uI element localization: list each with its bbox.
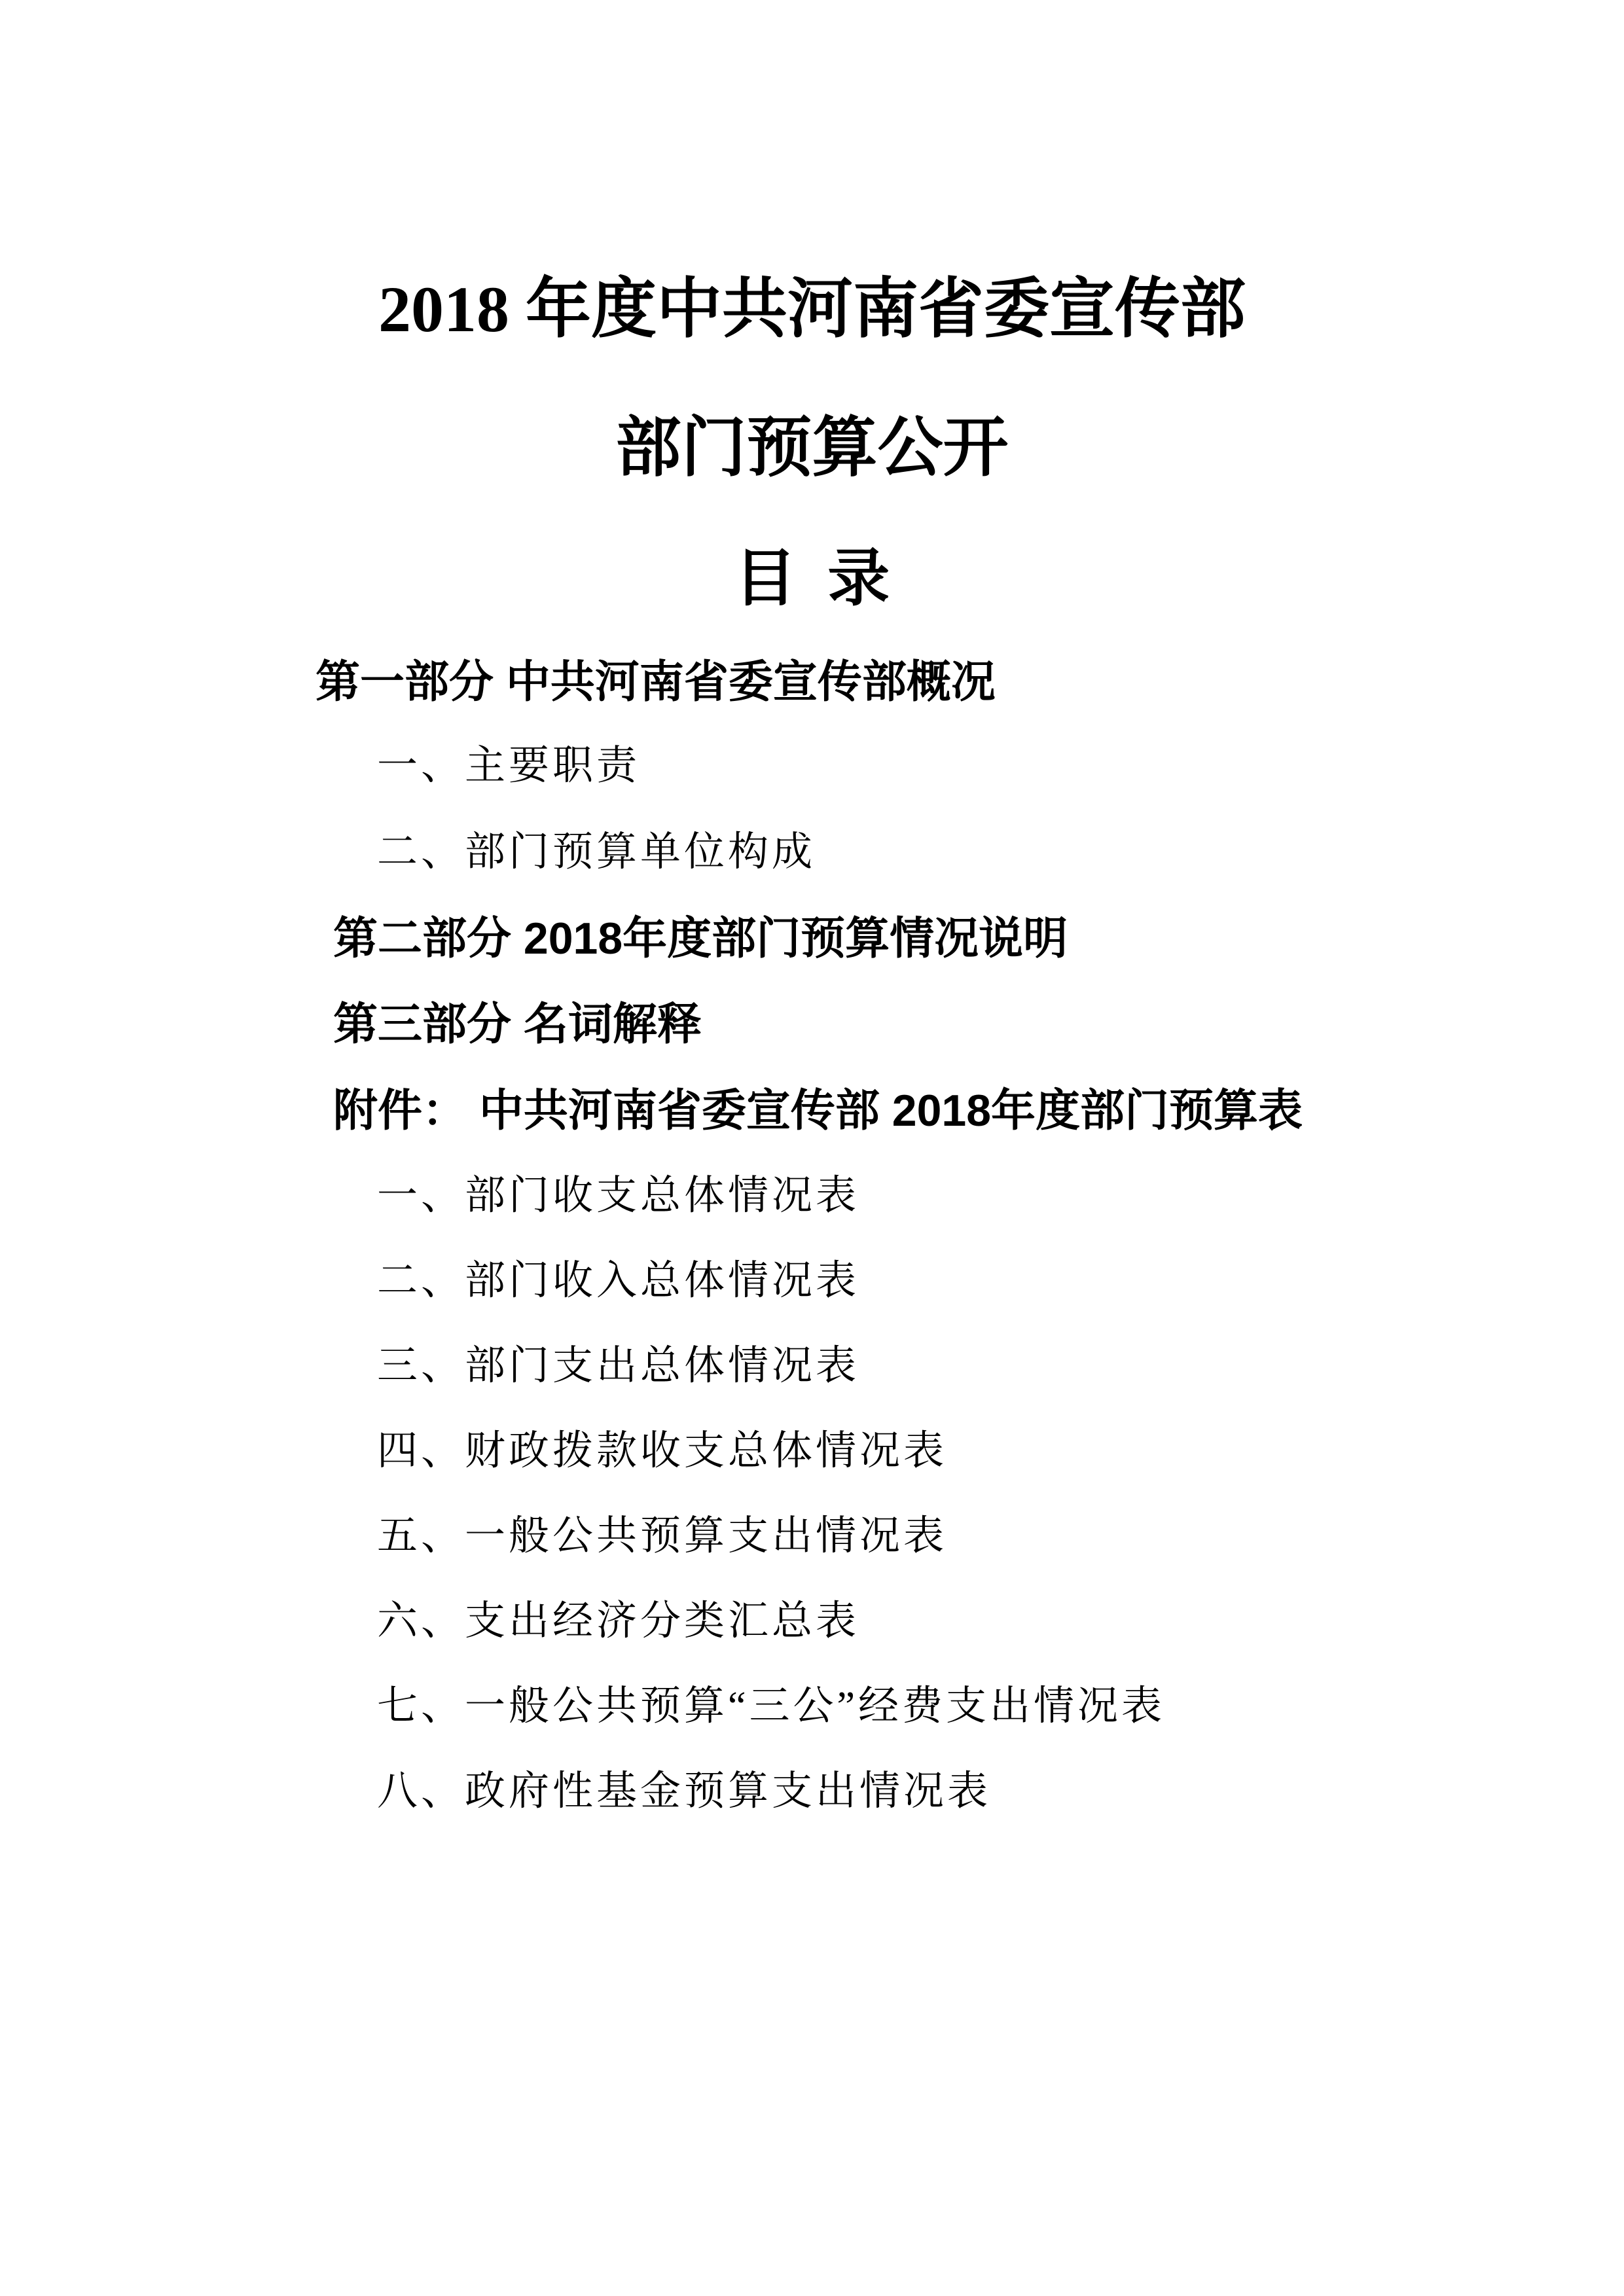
- toc-appendix-entry-1: 一、部门收支总体情况表: [377, 1174, 860, 1218]
- toc-appendix-entry-8: 八、政府性基金预算支出情况表: [377, 1769, 992, 1814]
- toc-part1-entry-main-duties: 一、主要职责: [377, 744, 641, 788]
- toc-part2-heading: 第二部分 2018年度部门预算情况说明: [333, 914, 1068, 963]
- toc-appendix-entry-4: 四、财政拨款收支总体情况表: [377, 1429, 948, 1473]
- toc-part3-heading: 第三部分 名词解释: [333, 999, 702, 1049]
- toc-part1-heading: 第一部分 中共河南省委宣传部概况: [316, 657, 996, 707]
- toc-appendix-entry-2: 二、部门收入总体情况表: [377, 1259, 860, 1303]
- toc-appendix-entry-6: 六、支出经济分类汇总表: [377, 1599, 860, 1643]
- document-title-line1: 2018 年度中共河南省委宣传部: [378, 273, 1246, 346]
- toc-appendix-entry-3: 三、部门支出总体情况表: [377, 1344, 860, 1388]
- toc-appendix-entry-5: 五、一般公共预算支出情况表: [377, 1514, 948, 1558]
- toc-part1-entry-budget-unit-composition: 二、部门预算单位构成: [377, 830, 816, 874]
- toc-heading: 目 录: [734, 544, 890, 613]
- toc-appendix-entry-7: 七、一般公共预算“三公”经费支出情况表: [377, 1684, 1166, 1729]
- toc-appendix-heading: 附件： 中共河南省委宣传部 2018年度部门预算表: [333, 1086, 1303, 1136]
- document-title-line2: 部门预算公开: [615, 412, 1009, 484]
